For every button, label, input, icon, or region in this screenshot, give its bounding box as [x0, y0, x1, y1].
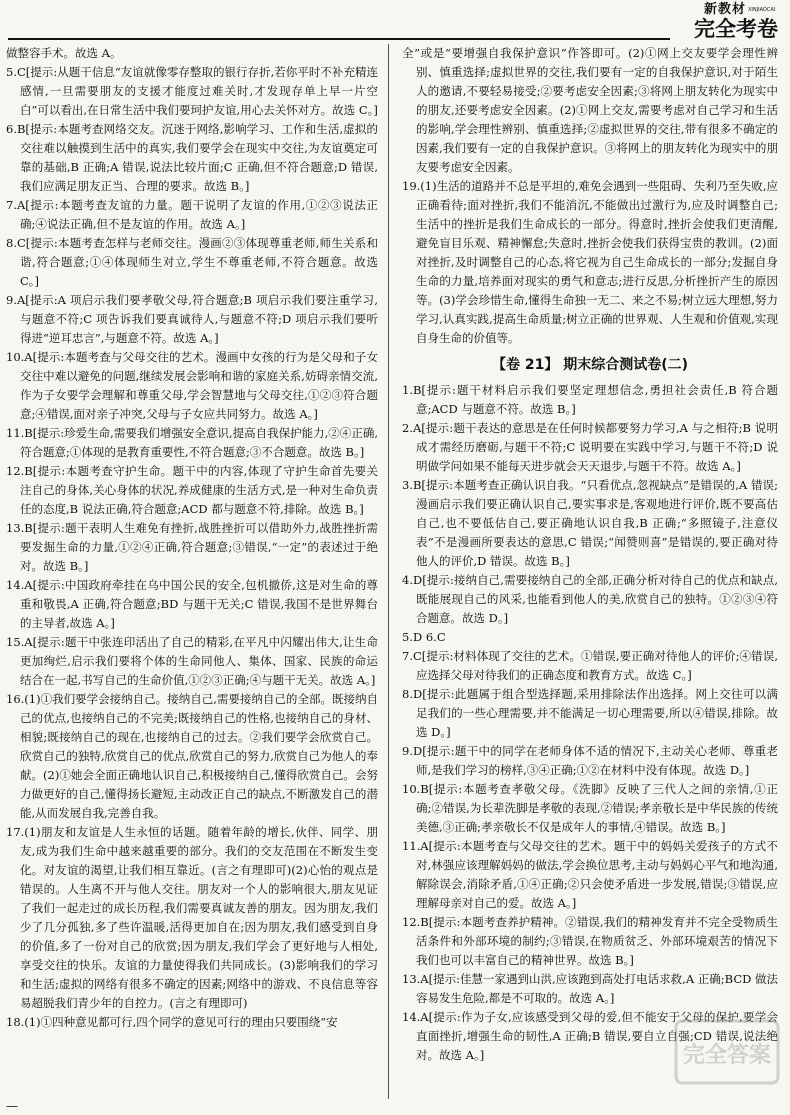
brand-pinyin: XINJIAOCAI	[748, 6, 776, 13]
answer-item: 12.B[提示:本题考查养护精神。②错误,我们的精神发育并不完全受物质生活条件和外部环境的制约;③错误,在物质贫乏、外部环境艰苦的情况下我们也可以丰富自己的精神世界。故选 B。]	[402, 915, 778, 967]
brand-main-text: 完全考卷	[694, 17, 778, 41]
answer-item: 11.A[提示:本题考查与父母交往的艺术。题干中的妈妈关爱孩子的方式不对,林强应该理解妈妈的做法,学会换位思考,主动与妈妈心平气和地沟通,解除误会,消除矛盾,①④正确;②只会使矛盾进一步发展,错误;③错误,应理解母亲对自己的爱。故选 A。]	[402, 839, 778, 910]
watermark-logo	[672, 1017, 782, 1087]
page-header	[0, 0, 790, 44]
answer-item: 10.B[提示:本题考查孝敬父母。《洗脚》反映了三代人之间的亲情,①正确;②错误,为长辈洗脚是孝敬的表现,②错误;孝亲敬长是中华民族的传统美德,③正确;孝亲敬长不仅是成年人的事情,④错误。故选 B。]	[402, 782, 778, 834]
brand-top-line	[674, 2, 778, 17]
answer-item: 13.A[提示:佳慧一家遇到山洪,应该跑到高处打电话求救,A 正确;BCD 做法容易发生危险,都是不可取的。故选 A。]	[402, 972, 778, 1005]
answer-item: 3.B[提示:本题考查正确认识自我。“只看优点,忽视缺点”是错误的,A 错误;漫画启示我们要正确认识自己,要实事求是,客观地进行评价,既不要高估自己,也不要低估自己,要正确地认识自我,B 正确;“多照镜子,注意仪表”不是漫画所要表达的意思,C 错误;“闻赞则喜”是错误的,要正确对待他人的评价,D 错误。故选 B。]	[402, 478, 778, 568]
answer-item: 4.D[提示:接纳自己,需要接纳自己的全部,正确分析对待自己的优点和缺点,既能展现自己的风采,也能看到他人的美,欣赏自己的独特。①②③④符合题意。故选 D。]	[402, 573, 778, 625]
answer-item: 11.B[提示:珍爱生命,需要我们增强安全意识,提高自我保护能力,②④正确,符合题意;①体现的是教育重要性,不符合题意;③不合题意。故选 B。]	[6, 426, 378, 459]
answer-item: 1.B[提示:题干材料启示我们要坚定理想信念,勇担社会责任,B 符合题意;ACD 与题意不符。故选 B。]	[402, 383, 778, 416]
left-column	[6, 44, 378, 1032]
answer-item: 6.B[提示:本题考查网络交友。沉迷于网络,影响学习、工作和生活,虚拟的交往难以触摸到生活中的真实,我们要学会在现实中交往,为友谊奠定可靠的基础,B 正确;A 错误,说法比较片面;C 正确,但不符合题意;D 错误,我们应满足朋友正当、合理的要求。故选 B。]	[6, 122, 378, 193]
answer-item: 做整容手术。故选 A。	[6, 46, 122, 60]
answer-item: 15.A[提示:题干中张连印活出了自己的精彩,在平凡中闪耀出伟大,让生命更加绚烂,启示我们要将个体的生命同他人、集体、国家、民族的命运结合在一起,书写自己的生命价值,①②③正确;④与题干无关。故选 A。]	[6, 635, 378, 687]
answer-item: 17.(1)朋友和友谊是人生永恒的话题。随着年龄的增长,伙伴、同学、朋友,成为我们生命中越来越重要的部分。我们的交友范围在不断发生变化。对友谊的渴望,让我们相互靠近。(言之有理即可)(2)心怡的观点是错误的。人生离不开与他人交往。朋友对一个人的影响很大,朋友见证了我们一起走过的成长历程,我们需要真诚友善的朋友。因为朋友,我们少了几分孤独,多了些许温暖,活得更加自在;因为朋友,我们感受到自身的价值,多了一份对自己的欣赏;因为朋友,我们学会了更好地与人相处,享受交往的快乐。友谊的力量使得我们共同成长。(3)影响我们的学习和生活;虚拟的网络有很多不确定的因素;网络中的游戏、不良信息等容易超脱我们青少年的自控力。(言之有理即可)	[6, 825, 378, 1010]
brand-logo	[674, 2, 778, 42]
watermark-text: 完全答案	[682, 1043, 772, 1068]
answer-item: 全”或是“要增强自我保护意识”作答即可。(2)①网上交友要学会理性辨别、慎重选择;虚拟世界的交往,我们要有一定的自我保护意识,对于陌生人的邀请,不要轻易接受;②要考虑安全因素;③将网上朋友转化为现实中的朋友,还要考虑安全因素。(2)①网上交友,需要考虑对自己学习和生活的影响,学会理性辨别、慎重选择;②虚拟世界的交往,带有很多不确定的因素,我们要有一定的自我保护意识。③将网上的朋友转化为现实中的朋友要考虑安全因素。	[402, 46, 778, 174]
answer-item: 19.(1)生活的道路并不总是平坦的,难免会遇到一些阻碍、失利乃至失败,应正确看待;面对挫折,我们不能消沉,不能做出过激行为,应及时调整自己;生活中的挫折是我们生命成长的一部分。得意时,挫折会使我们更清醒,避免盲目乐观、精神懈怠;失意时,挫折会使我们获得宝贵的教训。(2)面对挫折,及时调整自己的心态,将它视为自己生命成长的一部分;发掘自身生命的力量,培养面对现实的勇气和意志;进行反思,分析挫折产生的原因等。(3)学会珍惜生命,懂得生命独一无二、来之不易;树立远大理想,努力学习,认真实践,提高生命质量;树立正确的世界观、人生观和价值观,实现自身生命的价值等。	[402, 179, 778, 345]
header-rule	[8, 38, 670, 40]
answer-item: 16.(1)①我们要学会接纳自己。接纳自己,需要接纳自己的全部。既接纳自己的优点,也接纳自己的不完美;既接纳自己的性格,也接纳自己的身材、相貌;既接纳自己的现在,也接纳自己的过去。②我们要学会欣赏自己。欣赏自己的独特,欣赏自己的优点,欣赏自己的努力,欣赏自己为他人的奉献。(2)①她会全面正确地认识自己,积极接纳自己,懂得欣赏自己。会努力做更好的自己,懂得扬长避短,主动改正自己的缺点,不断激发自己的潜能,从而发展自我,完善自我。	[6, 692, 378, 820]
answer-item: 7.A[提示:本题考查友谊的力量。题干说明了友谊的作用,①②③说法正确;④说法正确,但不是友谊的作用。故选 A。]	[6, 198, 378, 231]
answer-item: 10.A[提示:本题考查与父母交往的艺术。漫画中女孩的行为是父母和子女交往中难以避免的问题,继续发展会影响和谐的家庭关系,妨碍亲情交流,作为子女要学会理解和尊重父母,学会智慧地与父母交往,①②③符合题意;④错误,面对亲子冲突,父母与子女应共同努力。故选 A。]	[6, 350, 378, 421]
answer-item: 5.C[提示:从题干信息“友谊就像零存整取的银行存折,若你平时不补充精连感情,一旦需要朋友的支援才能度过难关时,才发现存单上早一片空白”可以看出,在日常生活中我们要珂护友谊,用心去关怀对方。故选 C。]	[6, 65, 378, 117]
section-title: 【卷 21】 期末综合测试卷(二)	[491, 357, 689, 373]
page-mark: —	[6, 1099, 18, 1113]
answer-item: 8.C[提示:本题考查怎样与老师交往。漫画②③体现尊重老师,师生关系和谐,符合题意;①④体现师生对立,学生不尊重老师,不符合题意。故选 C。]	[6, 236, 378, 288]
answer-item: 18.(1)①四种意见都可行,四个同学的意见可行的理由只要围绕“安	[6, 1015, 338, 1029]
answer-item: 7.C[提示:材料体现了交往的艺术。①错误,要正确对待他人的评价;④错误,应选择父母对待我们的正确态度和教育方式。故选 C。]	[402, 649, 778, 682]
answer-item: 5.D 6.C	[402, 630, 446, 644]
answer-item: 9.D[提示:题干中的同学在老师身体不适的情况下,主动关心老师、尊重老师,是我们学习的榜样,③④正确;①②在材料中没有体现。故选 D。]	[402, 744, 778, 777]
answer-item: 13.B[提示:题干表明人生难免有挫折,战胜挫折可以借助外力,战胜挫折需要发掘生命的力量,①②④正确,符合题意;③错误,“一定”的表述过于绝对。故选 B。]	[6, 521, 378, 573]
answer-item: 14.A[提示:作为子女,应该感受到父母的爱,但不能安于父母的保护,要学会直面挫折,增强生命的韧性,A 正确;B 错误,要自立自强;CD 错误,说法绝对。故选 A。]	[402, 1010, 778, 1062]
answer-item: 9.A[提示:A 项启示我们要孝敬父母,符合题意;B 项启示我们要注重学习,与题意不符;C 项告诉我们要真诚待人,与题意不符;D 项启示我们要听得进“逆耳忠言”,与题意不符。故选 A。]	[6, 293, 378, 345]
answer-item: 14.A[提示:中国政府牵挂在乌中国公民的安全,包机撤侨,这是对生命的尊重和敬畏,A 正确,符合题意;BD 与题干无关;C 错误,我国不是世界舞台的主导者,故选 A。]	[6, 578, 378, 630]
answer-item: 12.B[提示:本题考查守护生命。题干中的内容,体现了守护生命首先要关注自己的身体,关心身体的状况,养成健康的生活方式,是一种对生命负责任的态度,B 说法正确,符合题意;ACD 都与题意不符,排除。故选 B。]	[6, 464, 378, 516]
brand-top-text: 新教材	[703, 2, 746, 17]
right-column	[402, 44, 778, 1065]
column-divider	[388, 44, 389, 1099]
answer-item: 2.A[提示:题干表达的意思是在任何时候都要努力学习,A 与之相符;B 说明成才需经历磨砺,与题干不符;C 说明要在实践中学习,与题干不符;D 说明做学问如果不能每天进步就会天天退步,与题干不符。故选 A。]	[402, 421, 778, 473]
answer-item: 8.D[提示:此题属于组合型选择题,采用排除法作出选择。网上交往可以满足我们的一些心理需要,并不能满足一切心理需要,所以④错误,排除。故选 D。]	[402, 687, 778, 739]
